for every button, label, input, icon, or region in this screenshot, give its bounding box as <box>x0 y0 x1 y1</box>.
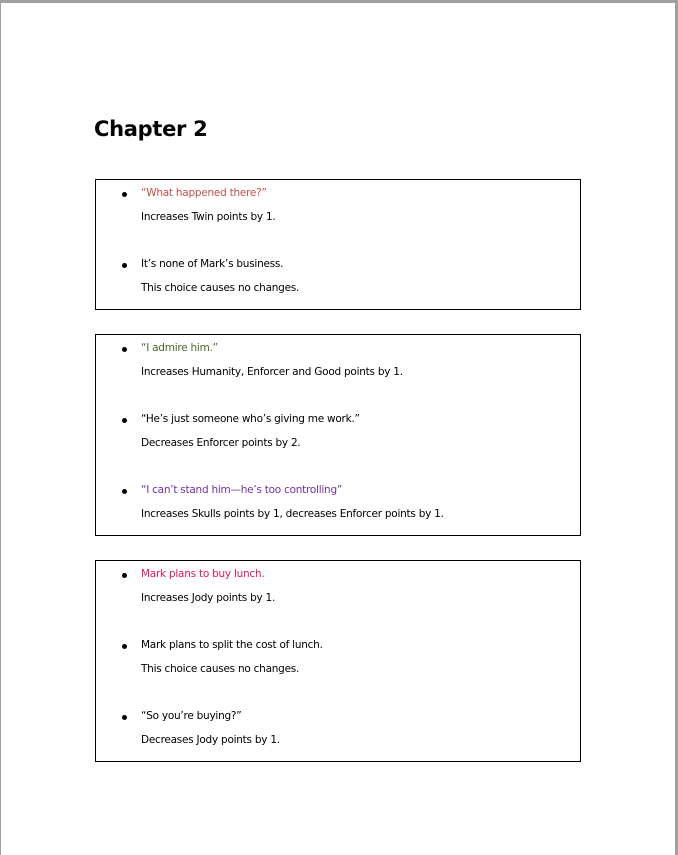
choice-text: “I can’t stand him—he’s too controlling” <box>141 484 343 496</box>
choice-group-1 <box>95 179 581 310</box>
bullet-icon <box>122 418 127 423</box>
choice-text: “What happened there?” <box>141 187 267 199</box>
choice-text: It’s none of Mark’s business. <box>141 258 284 270</box>
bullet-icon <box>122 644 127 649</box>
effect-text: Increases Twin points by 1. <box>141 211 276 223</box>
bullet-icon <box>122 347 127 352</box>
choice-text: “I admire him.” <box>141 342 218 354</box>
choice-text: “He’s just someone who’s giving me work.” <box>141 413 360 425</box>
effect-text: This choice causes no changes. <box>141 663 300 675</box>
bullet-icon <box>122 715 127 720</box>
effect-text: This choice causes no changes. <box>141 282 300 294</box>
choice-group-2 <box>95 334 581 536</box>
effect-text: Increases Skulls points by 1, decreases Enforcer points by 1. <box>141 508 444 520</box>
page-title: Chapter 2 <box>94 117 208 141</box>
choice-text: “So you’re buying?” <box>141 710 242 722</box>
bullet-icon <box>122 192 127 197</box>
choice-text: Mark plans to buy lunch. <box>141 568 265 580</box>
effect-text: Increases Jody points by 1. <box>141 592 276 604</box>
effect-text: Increases Humanity, Enforcer and Good points by 1. <box>141 366 403 378</box>
choice-group-3 <box>95 560 581 762</box>
bullet-icon <box>122 263 127 268</box>
bullet-icon <box>122 489 127 494</box>
effect-text: Decreases Jody points by 1. <box>141 734 280 746</box>
bullet-icon <box>122 573 127 578</box>
effect-text: Decreases Enforcer points by 2. <box>141 437 301 449</box>
choice-text: Mark plans to split the cost of lunch. <box>141 639 323 651</box>
